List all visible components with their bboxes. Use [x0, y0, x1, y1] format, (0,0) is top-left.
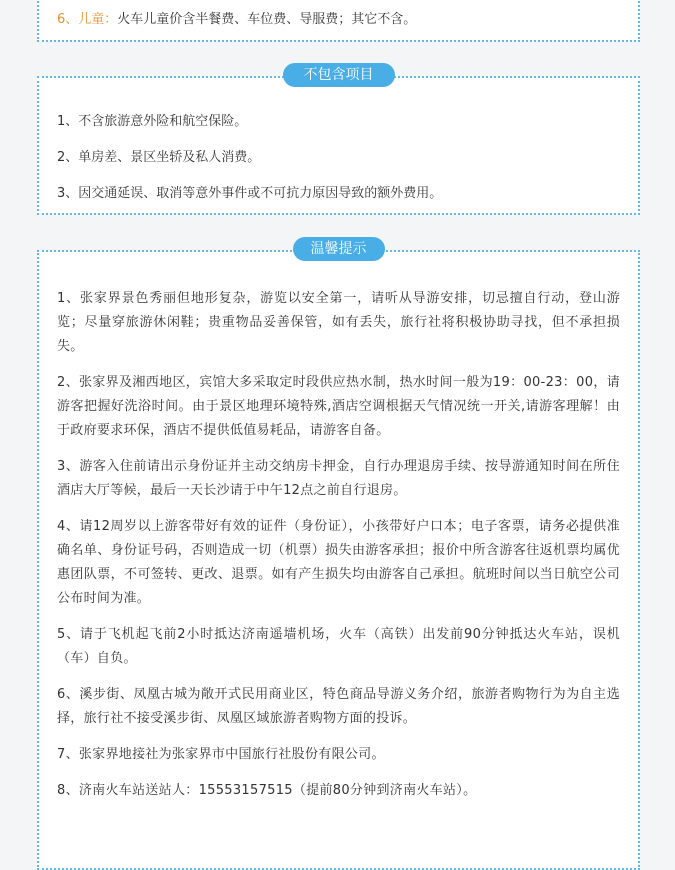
tip-item: 6、溪步街、凤凰古城为敞开式民用商业区，特色商品导游义务介绍，旅游者购物行为为自主选择，旅行社不接受溪步街、凤凰区域旅游者购物方面的投诉。: [57, 687, 620, 726]
child-fee-label: 6、儿童：: [57, 12, 118, 27]
exclusions-list: [57, 112, 620, 220]
exclusions-title: 不包含项目: [283, 63, 395, 87]
tip-item: 1、张家界景色秀丽但地形复杂，游览以安全第一，请听从导游安排，切忌擅自行动，登山游览；尽量穿旅游休闲鞋；贵重物品妥善保管，如有丢失，旅行社将积极协助寻找，但不承担损失。: [57, 291, 620, 354]
tips-title: 温馨提示: [293, 237, 385, 261]
child-fee-line: [57, 10, 416, 30]
tip-item: 8、济南火车站送站人：15553157515（提前80分钟到济南火车站）。: [57, 783, 477, 798]
tips-section: [37, 241, 640, 870]
tips-list: [57, 287, 620, 815]
exclusions-section: [37, 67, 640, 215]
child-fee-text: 火车儿童价含半餐费、车位费、导服费；其它不含。: [117, 12, 417, 27]
exclusion-item: 2、单房差、景区坐轿及私人消费。: [57, 150, 261, 165]
tip-item: 2、张家界及湘西地区，宾馆大多采取定时段供应热水制，热水时间一般为19：00-23：00，请游客把握好洗浴时间。由于景区地理环境特殊,酒店空调根据天气情况统一开关,请游客理解！由于政府要求环保，酒店不提供低值易耗品，请游客自备。: [57, 375, 620, 438]
fees-section: [37, 0, 640, 42]
tip-item: 5、请于飞机起飞前2小时抵达济南遥墙机场，火车（高铁）出发前90分钟抵达火车站，误机（车）自负。: [57, 627, 620, 666]
exclusion-item: 3、因交通延误、取消等意外事件或不可抗力原因导致的额外费用。: [57, 186, 443, 201]
exclusion-item: 1、不含旅游意外险和航空保险。: [57, 114, 248, 129]
tip-item: 4、请12周岁以上游客带好有效的证件（身份证），小孩带好户口本；电子客票，请务必提供准确名单、身份证号码，否则造成一切（机票）损失由游客承担；报价中所含游客往返机票均属优惠团队票，不可签转、更改、退票。如有产生损失均由游客自己承担。航班时间以当日航空公司公布时间为准。: [57, 519, 620, 606]
tip-item: 7、张家界地接社为张家界市中国旅行社股份有限公司。: [57, 747, 385, 762]
tip-item: 3、游客入住前请出示身份证并主动交纳房卡押金，自行办理退房手续、按导游通知时间在所住酒店大厅等候，最后一天长沙请于中午12点之前自行退房。: [57, 459, 620, 498]
